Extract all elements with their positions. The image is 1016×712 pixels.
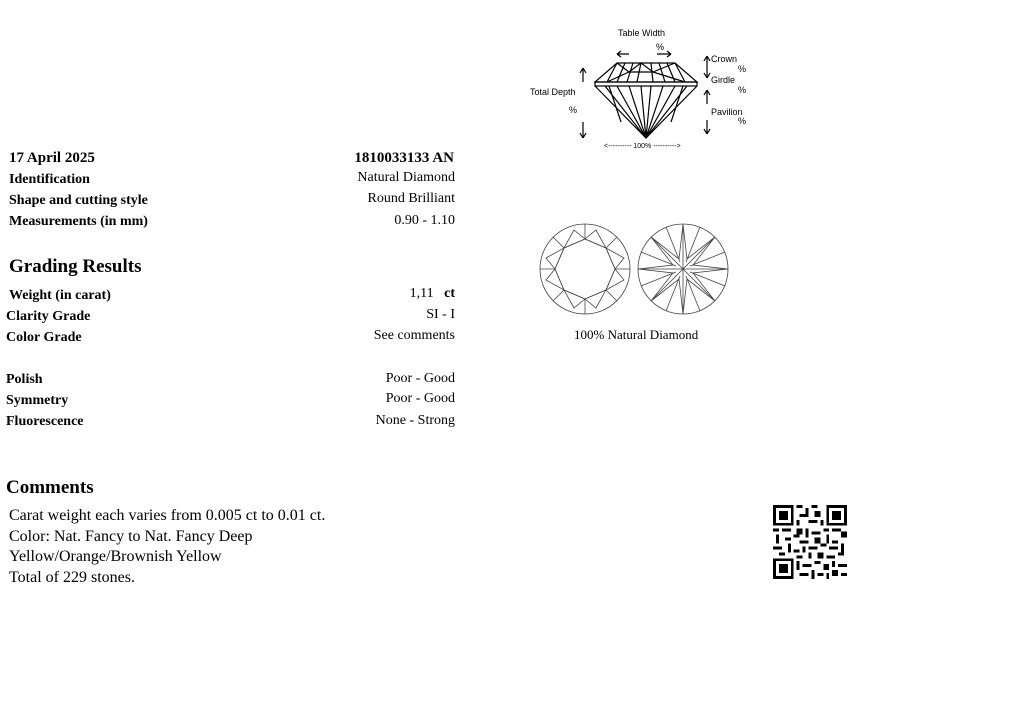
girdle-label: Girdle [711, 75, 736, 85]
measurements-value: 0.90 - 1.10 [394, 213, 455, 228]
proportion-diagram [525, 26, 755, 156]
measurements-label: Measurements (in mm) [9, 214, 148, 229]
girdle-pct: % [738, 85, 747, 95]
polish-label: Polish [6, 372, 43, 387]
report-date: 17 April 2025 [9, 150, 95, 166]
polish-value: Poor - Good [385, 371, 455, 386]
comment-line: Color: Nat. Fancy to Nat. Fancy Deep [9, 527, 253, 545]
weight-value [410, 286, 455, 302]
symmetry-value: Poor - Good [385, 391, 455, 406]
table-width-pct: % [656, 42, 665, 52]
total-depth-pct: % [569, 105, 578, 115]
fluorescence-value: None - Strong [375, 413, 455, 428]
weight-label: Weight (in carat) [9, 288, 111, 303]
weight-unit: ct [444, 286, 455, 301]
comment-line: Total of 229 stones. [9, 568, 135, 586]
shape-label: Shape and cutting style [9, 193, 148, 208]
grading-results-title: Grading Results [9, 256, 142, 277]
comments-body [9, 506, 325, 588]
comment-line: Carat weight each varies from 0.005 ct to 0.01 ct. [9, 507, 326, 524]
shape-value: Round Brilliant [367, 191, 455, 206]
pavilion-label: Pavilion [711, 107, 743, 117]
width-100-label: <---------- 100% ----------> [604, 143, 681, 150]
crown-label: Crown [711, 54, 738, 64]
diamond-profile-icon [525, 26, 755, 156]
crown-pct: % [738, 64, 747, 74]
fluorescence-label: Fluorescence [6, 414, 84, 429]
clarity-label: Clarity Grade [6, 309, 91, 324]
identification-value: Natural Diamond [357, 170, 455, 185]
plot-caption: 100% Natural Diamond [574, 327, 699, 342]
color-label: Color Grade [6, 330, 82, 345]
table-width-label: Table Width [618, 28, 666, 38]
total-depth-label: Total Depth [530, 87, 576, 97]
qr-code-icon[interactable] [773, 505, 847, 579]
identification-label: Identification [9, 172, 90, 187]
symmetry-label: Symmetry [6, 393, 69, 408]
crown-facet-plot-icon [538, 222, 632, 316]
comments-title: Comments [6, 477, 94, 498]
color-value: See comments [373, 328, 455, 343]
pavilion-pct: % [738, 116, 747, 126]
clarity-value: SI - I [426, 307, 455, 322]
weight-number: 1,11 [409, 286, 434, 301]
pavilion-facet-plot-icon [636, 222, 730, 316]
report-number: 1810033133 AN [354, 150, 454, 166]
comment-line: Yellow/Orange/Brownish Yellow [9, 548, 222, 565]
